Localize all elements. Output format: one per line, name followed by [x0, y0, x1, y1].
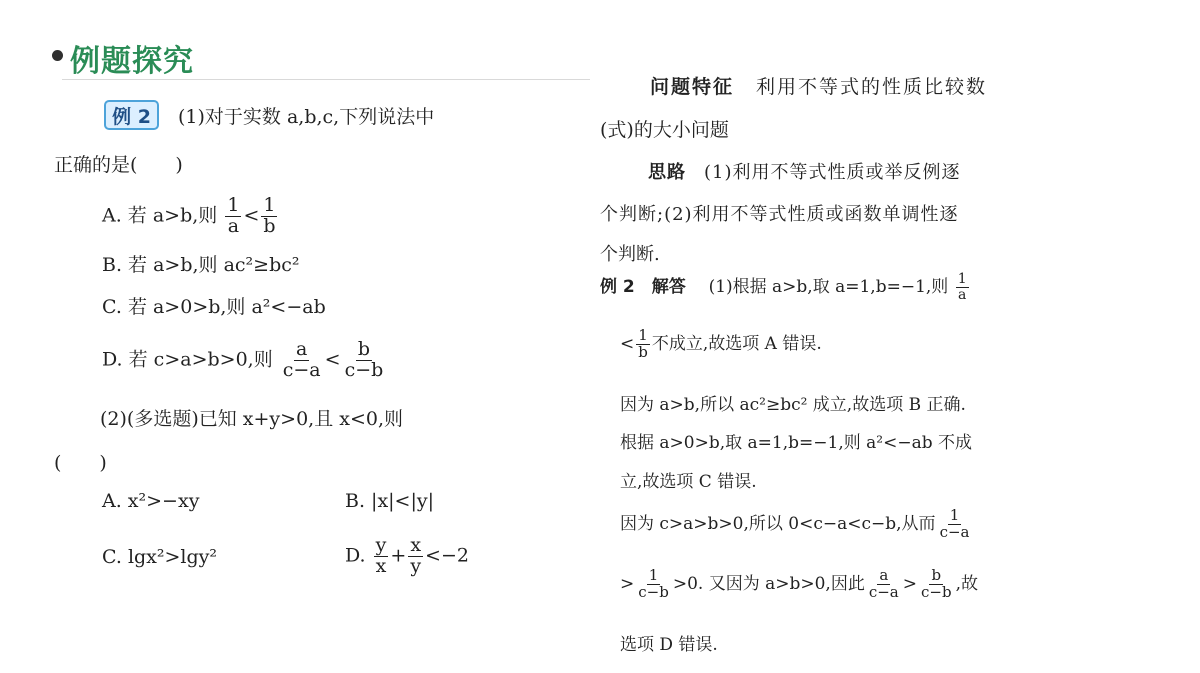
option-b: B. 若 a>b,则 ac²≥bc² — [102, 254, 300, 276]
q2-option-d-label: D. — [345, 544, 366, 567]
feature-label: 问题特征 — [650, 76, 735, 98]
option-d-text: D. 若 c>a>b>0,则 — [102, 348, 273, 371]
q2-option-d-tail: <−2 — [425, 544, 469, 567]
answer-line2-text: 不成立,故选项 A 错误. — [651, 333, 822, 354]
feature-line2: (式)的大小问题 — [600, 119, 729, 141]
q2-option-d — [345, 536, 469, 577]
option-d-lt: < — [324, 348, 341, 371]
q2-option-d-plus: + — [390, 544, 407, 567]
option-a-fraction-1: $\frac{1}{a}$ — [227, 194, 240, 237]
answer-fraction-1: $\frac{1}{a}$ — [957, 271, 967, 303]
q2-option-b: B. |x|<|y| — [345, 490, 435, 512]
answer-line7-gt2: > — [902, 573, 917, 594]
option-a — [102, 196, 280, 237]
example-badge: 例 2 — [104, 100, 159, 130]
answer-line6 — [620, 508, 973, 541]
idea-label: 思路 — [648, 162, 686, 183]
option-d — [102, 340, 387, 381]
q2-option-d-fraction-2: $\frac{x}{y}$ — [410, 534, 422, 577]
answer-line6-text: 因为 c>a>b>0,所以 0<c−a<c−b,从而 — [620, 513, 936, 534]
answer-line1-text: (1)根据 a>b,取 a=1,b=−1,则 — [708, 277, 949, 297]
answer-fraction-5: $\frac{a}{c-a}$ — [868, 566, 899, 601]
answer-label: 例 2 解答 — [600, 277, 686, 297]
question2-line2: ( ) — [54, 452, 107, 474]
answer-line4: 根据 a>0>b,取 a=1,b=−1,则 a²<−ab 不成 — [620, 433, 972, 453]
idea-line2: 个判断;(2)利用不等式性质或函数单调性逐 — [600, 204, 959, 225]
q2-option-d-fraction-1: $\frac{y}{x}$ — [375, 534, 387, 577]
answer-line7 — [620, 568, 978, 601]
option-c: C. 若 a>0>b,则 a²<−ab — [102, 296, 326, 318]
option-a-fraction-2: $\frac{1}{b}$ — [263, 194, 276, 237]
answer-line7-text: >0. 又因为 a>b>0,因此 — [672, 573, 865, 594]
answer-line5: 立,故选项 C 错误. — [620, 472, 757, 492]
option-d-fraction-1: $\frac{a}{c-a}$ — [282, 338, 321, 381]
idea-text: (1)利用不等式性质或举反例逐 — [704, 162, 961, 183]
answer-line1 — [600, 272, 971, 303]
option-d-fraction-2: $\frac{b}{c-b}$ — [344, 338, 384, 381]
bullet-dot-icon — [52, 50, 63, 61]
answer-fraction-4: $\frac{1}{c-b}$ — [638, 566, 669, 601]
q2-option-a: A. x²>−xy — [102, 490, 200, 512]
answer-line3: 因为 a>b,所以 ac²≥bc² 成立,故选项 B 正确. — [620, 395, 966, 415]
feature-text: 利用不等式的性质比较数 — [756, 76, 988, 98]
question1-line2: 正确的是( ) — [54, 154, 183, 176]
question2-line1: (2)(多选题)已知 x+y>0,且 x<0,则 — [100, 408, 403, 430]
option-a-text: A. 若 a>b,则 — [102, 204, 218, 227]
option-a-lt: < — [243, 204, 260, 227]
idea — [648, 158, 961, 184]
answer-fraction-3: $\frac{1}{c-a}$ — [939, 506, 970, 541]
answer-line7-tail: ,故 — [955, 573, 978, 594]
answer-fraction-2: $\frac{1}{b}$ — [638, 326, 648, 361]
question1-line1: (1)对于实数 a,b,c,下列说法中 — [178, 106, 435, 128]
answer-line8: 选项 D 错误. — [620, 635, 718, 655]
q2-option-c: C. lgx²>lgy² — [102, 546, 218, 568]
idea-line3: 个判断. — [600, 244, 660, 265]
section-title: 例题探究 — [70, 44, 194, 79]
title-underline — [62, 79, 590, 80]
answer-fraction-6: $\frac{b}{c-b}$ — [921, 566, 952, 601]
answer-line2 — [620, 328, 822, 361]
problem-feature — [650, 72, 987, 99]
answer-line7-gt: > — [620, 573, 635, 594]
answer-line2-lt: < — [620, 333, 635, 354]
